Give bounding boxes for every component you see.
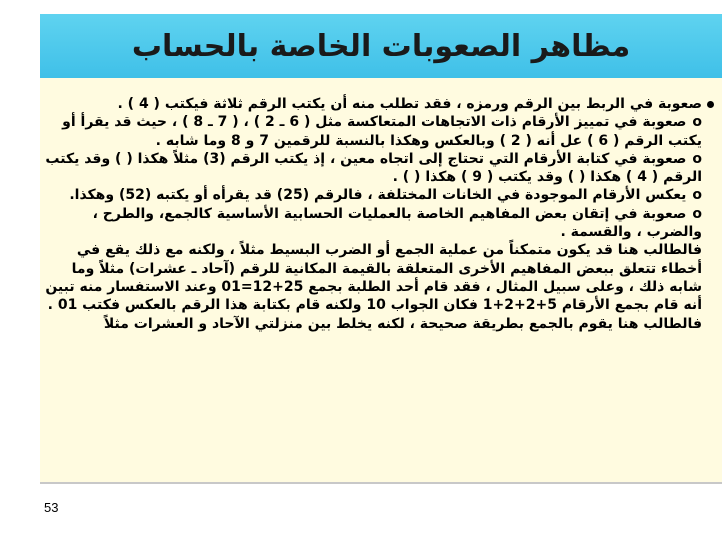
paragraph-4: oيعكس الأرقام الموجودة في الخانات المختلفة ، فالرقم (25) قد يقرأه أو يكتبه (52) وهكذا. [69, 187, 702, 204]
paragraph-5: oصعوبة في إتقان بعض المفاهيم الخاصة بالعمليات الحسابية الأساسية كالجمع، والطرح ، والضرب ، والقسمة . [92, 205, 702, 241]
bullet-dot-icon [707, 101, 714, 108]
paragraph-1: صعوبة في الربط بين الرقم ورمزه ، فقد تطلب منه أن يكتب الرقم ثلاثة فيكتب ( 4 ) . [117, 96, 702, 112]
sub-bullet-icon: o [692, 150, 702, 167]
sub-bullet-icon: o [692, 187, 702, 204]
sub-bullet-icon: o [692, 114, 702, 131]
page-number: 53 [44, 500, 59, 515]
paragraph-6: فالطالب هنا قد يكون متمكناً من عملية الجمع أو الضرب البسيط مثلاً ، ولكنه مع ذلك يقع في أخطاء تتعلق ببعض المفاهيم الأخرى المتعلقة بالقيمة المكانية للرقم (آحاد ـ عشرات) مثلاً وما شابه ذلك ، وعلى سبيل المثال ، فقد قام أحد الطلبة بجمع 25+12=01 وعند الاستفسار منه تبين أنه قام بجمع الأرقام 5+2+2+1 فكان الجواب 10 ولكنه قام بكتابة هذا الرقم بالعكس فكتب 01 . [45, 242, 702, 314]
footer-divider [40, 482, 722, 484]
slide-body [42, 95, 702, 333]
title-band [40, 14, 722, 79]
paragraph-7: فالطالب هنا يقوم بالجمع بطريقة صحيحة ، لكنه يخلط بين منزلتي الآحاد و العشرات مثلاً [103, 315, 702, 332]
paragraph-2: oصعوبة في تمييز الأرقام ذات الاتجاهات المتعاكسة مثل ( 6 ـ 2 ) ، ( 7 ـ 8 ) ، حيث قد يقرأ أو يكتب الرقم ( 6 ) عل أنه ( 2 ) وبالعكس وهكذا بالنسبة للرقمين 7 و 8 وما شابه . [62, 114, 702, 149]
sub-bullet-icon: o [692, 205, 702, 222]
paragraph-3: oصعوبة في كتابة الأرقام التي تحتاج إلى اتجاه معين ، إذ يكتب الرقم (3) مثلاً هكذا ( ) وقد يكتب الرقم ( 4 ) هكذا ( ) وقد يكتب ( 9 ) هكذا ( ) . [45, 150, 702, 186]
slide-title: مظاهر الصعوبات الخاصة بالحساب [131, 28, 631, 64]
